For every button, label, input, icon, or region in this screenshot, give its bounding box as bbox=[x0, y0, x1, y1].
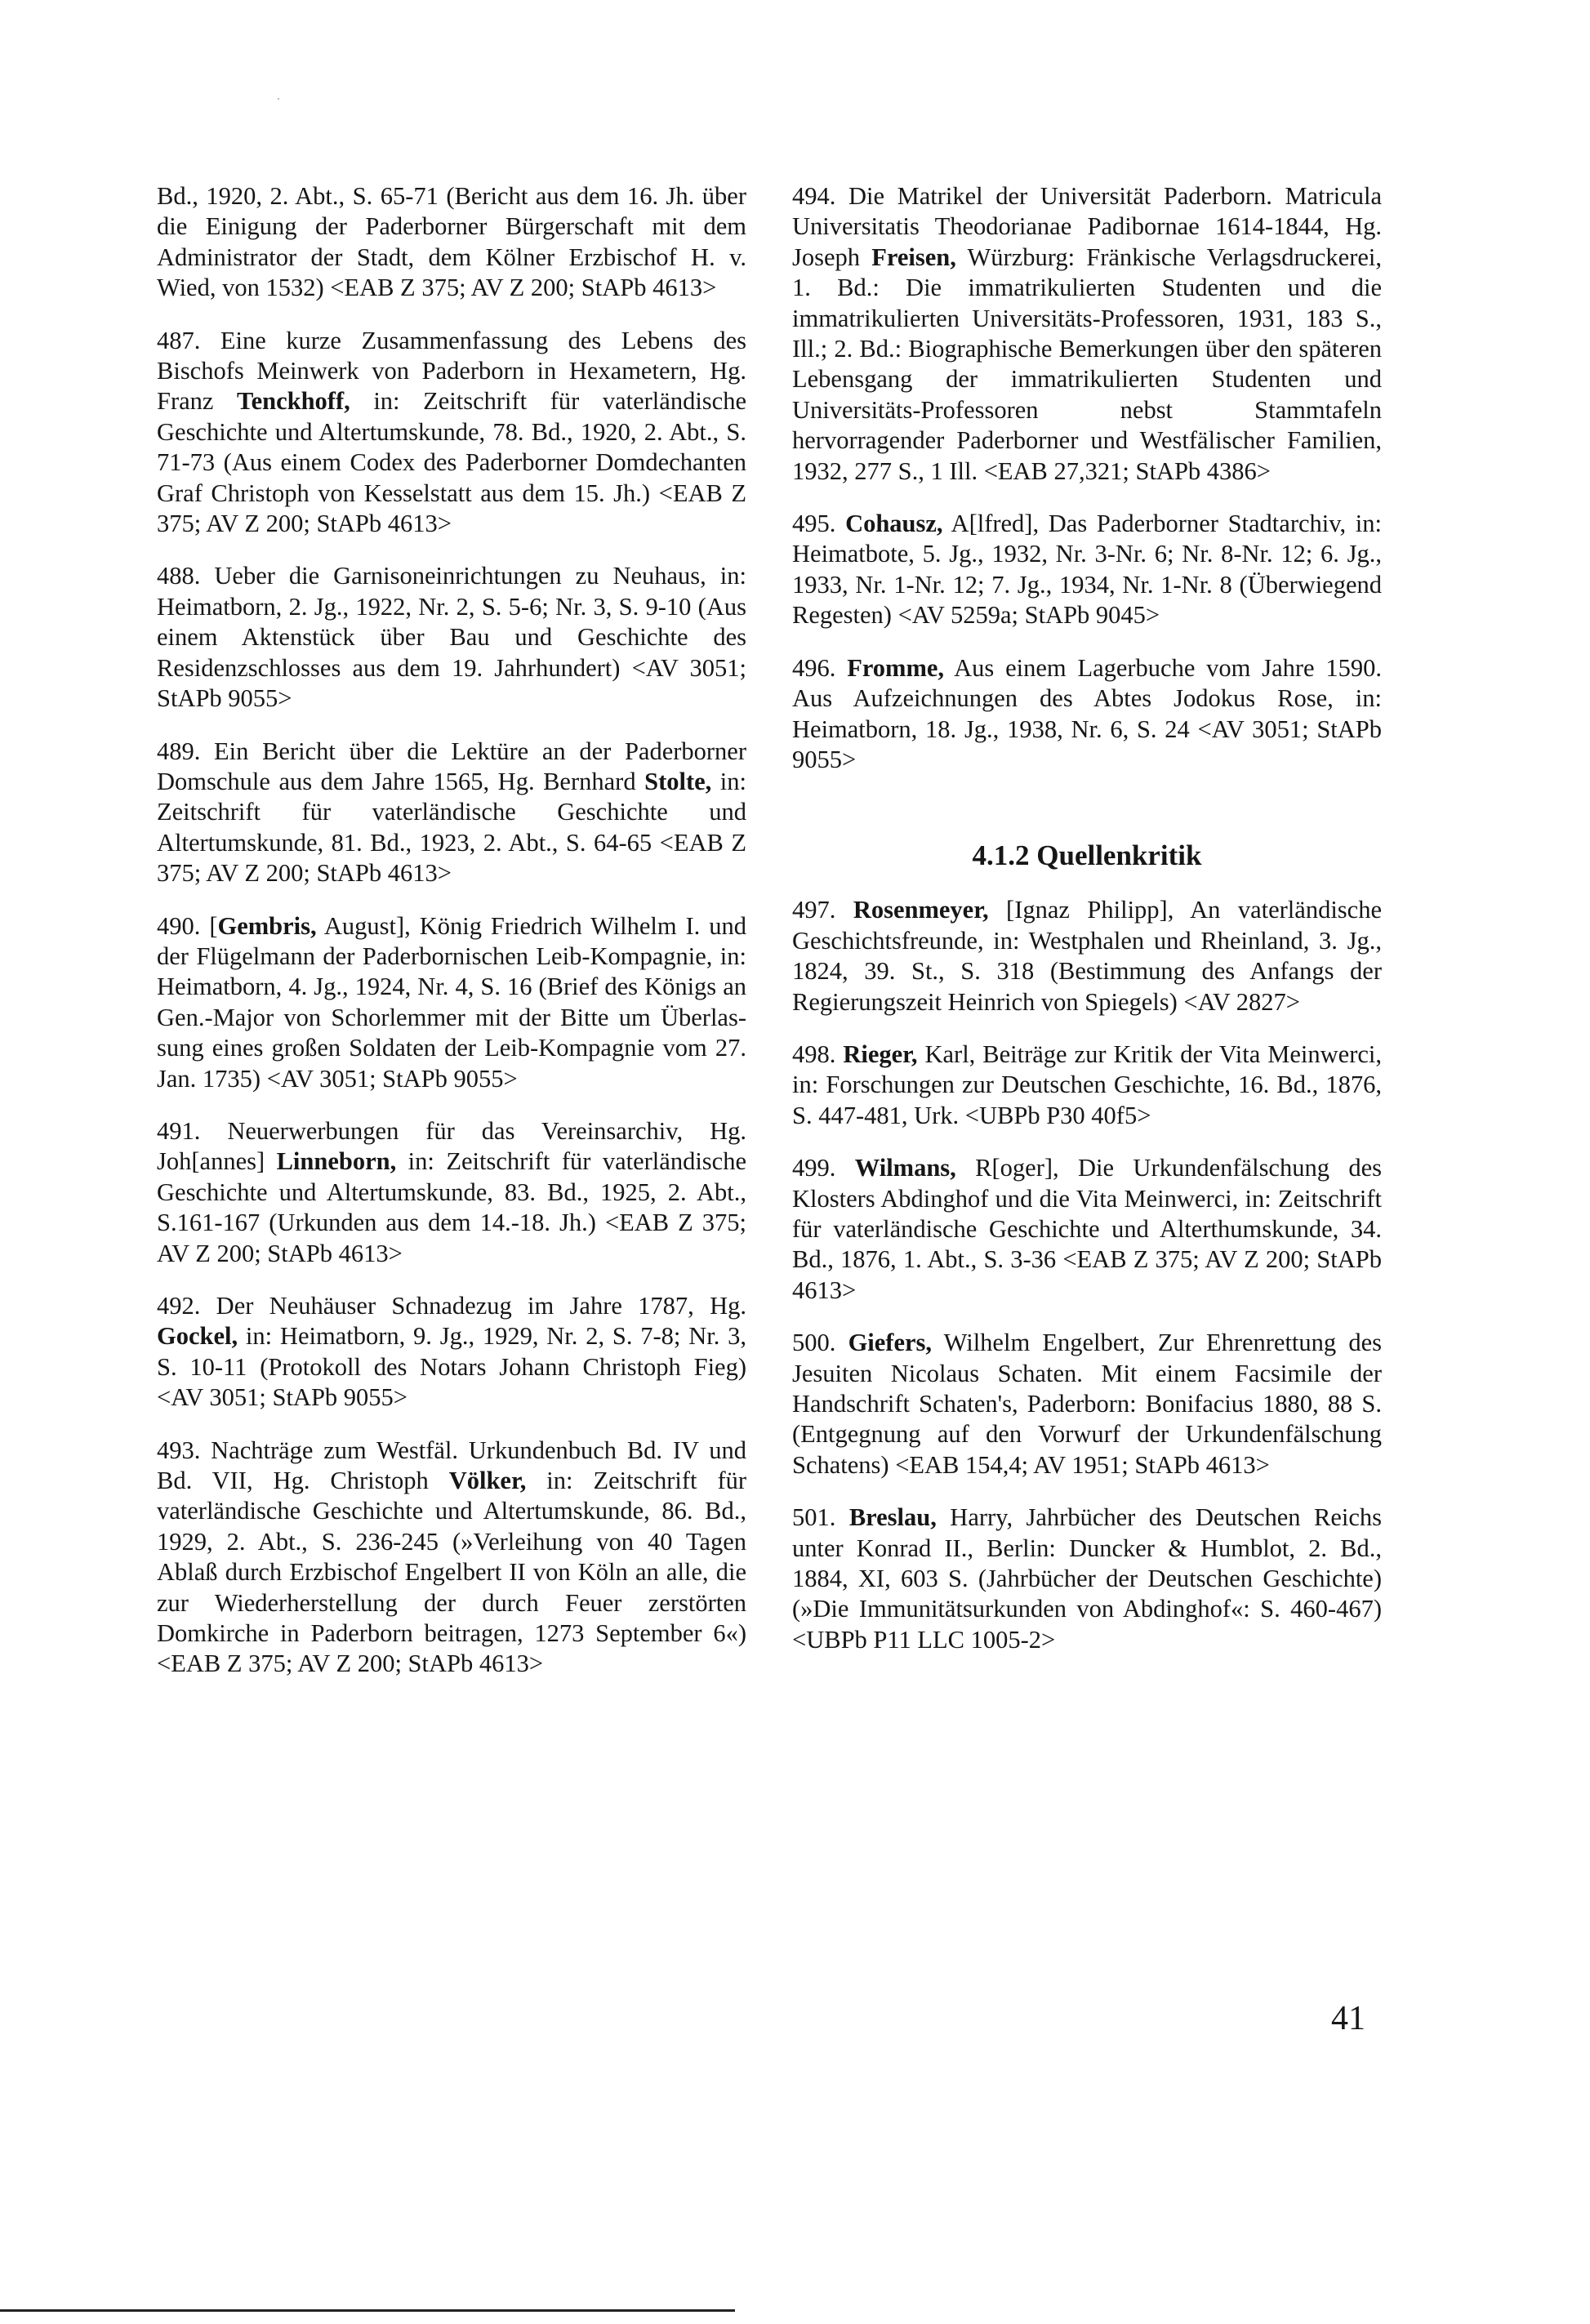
author-name: Breslau, bbox=[848, 1503, 937, 1532]
author-name: Cohausz, bbox=[845, 510, 943, 538]
entry-text: 499. bbox=[792, 1154, 855, 1182]
entry-text: 489. Ein Bericht über die Lektüre an der Paderborner Domschule aus dem Jahre 1565, Hg. Bernhard bbox=[157, 737, 746, 795]
bibliography-entry bbox=[792, 509, 1382, 631]
entry-text: 494. Die Matrikel der Universität Paderborn. Matricula Universitatis Theodorianae Padibornae 1614-1844, Hg. Joseph bbox=[792, 182, 1382, 271]
author-name: Stolte, bbox=[644, 767, 712, 795]
entry-text: August], König Friedrich Wilhelm I. und der Flügelmann der Paderbornischen Leib-Kompagnie, in: Heimatborn, 4. Jg., 1924, Nr. 4, S. 16 (Brief des Königs an Gen.-Major von Schorlemmer mit der Bitte um Überlassung eines großen Soldaten der Leib-Kompagnie vom 27. Jan. 1735) <AV 3051; StAPb 9055> bbox=[157, 911, 746, 1093]
entry-text: Aus einem Lagerbuche vom Jahre 1590. Aus Aufzeichnungen des Abtes Jodokus Rose, in: Heimatborn, 18. Jg., 1938, Nr. 6, S. 24 <AV 3051; StAPb 9055> bbox=[792, 653, 1383, 773]
bibliography-entry bbox=[157, 326, 746, 540]
bibliography-entry bbox=[792, 653, 1382, 776]
entry-text: 490. [ bbox=[157, 911, 218, 940]
entry-text: Würzburg: Fränkische Verlagsdruckerei, 1. Bd.: Die immatrikulierten Studenten und die immatrikulierten Universitäts-Professoren, 1931, 183 S., Ill.; 2. Bd.: Biographische Bemerkungen über den späteren Lebensgang der immatrikulierten Studenten und Universitäts-Professoren nebst Stammtafeln hervorragender Paderborner und Westfälischer Familien, 1932, 277 S., 1 Ill. <EAB 27,321; StAPb 4386> bbox=[792, 243, 1382, 485]
entry-text: R[oger], Die Urkundenfälschung des Klosters Abdinghof und die Vita Meinwerci, in: Zeitschrift für vaterländische Geschichte und Alterthumskunde, 34. Bd., 1876, 1. Abt., S. 3-36 <EAB Z 375; AV Z 200; StAPb 4613> bbox=[792, 1154, 1383, 1304]
entry-text: Wilhelm Engelbert, Zur Ehrenrettung des Jesuiten Nicolaus Schaten. Mit einem Facsimile der Handschrift Schaten's, Paderborn: Bonifacius 1880, 88 S. (Entgegnung auf den Vorwurf der Urkundenfälschung Schatens) <EAB 154,4; AV 1951; StAPb 4613> bbox=[792, 1329, 1382, 1479]
entry-text: in: Zeitschrift für vaterländische Geschichte und Altertumskunde, 86. Bd., 1929, 2. Abt., S. 236-245 (»Verleihung von 40 Tagen Ablaß durch Erzbischof Engelbert II von Köln an alle, die zur Wiederherstellung der durch Feuer zerstörten Domkirche in Paderborn beitragen, 1273 September 6«) <EAB Z 375; AV Z 200; StAPb 4613> bbox=[157, 1467, 747, 1678]
entry-text: 488. Ueber die Garnisoneinrichtungen zu Neuhaus, in: Heimatborn, 2. Jg., 1922, Nr. 2, S. 5-6; Nr. 3, S. 9-10 (Aus einem Aktenstück über Bau und Geschichte des Residenzschlosses aus dem 19. Jahrhundert) <AV 3051; StAPb 9055> bbox=[157, 562, 746, 713]
bibliography-entry bbox=[792, 1503, 1382, 1655]
left-column bbox=[157, 181, 746, 1702]
entry-text: 498. bbox=[792, 1040, 844, 1068]
author-name: Gembris, bbox=[217, 911, 317, 940]
bibliography-entry bbox=[157, 1436, 746, 1680]
author-name: Rosenmeyer, bbox=[853, 896, 989, 924]
entry-text: in: Zeitschrift für vaterländische Geschichte und Altertumskunde, 83. Bd., 1925, 2. Abt., S.161-167 (Urkunden aus dem 14.-18. Jh.) <EAB Z 375; AV Z 200; StAPb 4613> bbox=[157, 1147, 746, 1267]
entry-text: in: Zeitschrift für vaterländische Geschichte und Altertumskunde, 81. Bd., 1923, 2. Abt., S. 64-65 <EAB Z 375; AV Z 200; StAPb 4613> bbox=[157, 767, 747, 888]
entry-text: A[lfred], Das Paderborner Stadtarchiv, in: Heimatbote, 5. Jg., 1932, Nr. 3-Nr. 6; Nr. 8-Nr. 12; 6. Jg., 1933, Nr. 1-Nr. 12; 7. Jg., 1934, Nr. 1-Nr. 8 (Überwiegend Regesten) <AV 5259a; StAPb 9045> bbox=[792, 510, 1382, 630]
entry-text: Karl, Beiträge zur Kritik der Vita Meinwerci, in: Forschungen zur Deutschen Geschichte, 16. Bd., 1876, S. 447-481, Urk. <UBPb P30 40f5> bbox=[792, 1040, 1382, 1129]
page-number: 41 bbox=[1331, 2000, 1365, 2037]
author-name: Linneborn, bbox=[276, 1147, 397, 1176]
author-name: Fromme, bbox=[847, 653, 945, 682]
entry-text: 493. Nachträge zum Westfäl. Urkundenbuch Bd. IV und Bd. VII, Hg. Christoph bbox=[157, 1436, 746, 1495]
bibliography-entry bbox=[792, 1153, 1382, 1306]
entry-text: 501. bbox=[792, 1503, 849, 1532]
bibliography-entry bbox=[157, 911, 746, 1094]
entry-text: in: Heimatborn, 9. Jg., 1929, Nr. 2, S. 7-8; Nr. 3, S. 10-11 (Protokoll des Notars Johann Christoph Fieg) <AV 3051; StAPb 9055> bbox=[157, 1322, 746, 1412]
entry-text: 492. Der Neuhäuser Schnadezug im Jahre 1787, Hg. bbox=[157, 1292, 746, 1320]
bibliography-entry bbox=[157, 737, 746, 889]
author-name: Giefers, bbox=[848, 1329, 933, 1357]
entry-text: 491. Neuerwerbungen für das Vereinsarchiv, Hg. Joh[annes] bbox=[157, 1116, 746, 1176]
author-name: Freisen, bbox=[871, 243, 956, 271]
author-name: Tenckhoff, bbox=[237, 387, 350, 416]
right-entries-bottom bbox=[792, 895, 1382, 1655]
scan-speck bbox=[278, 98, 279, 100]
right-column bbox=[792, 181, 1382, 1677]
bibliography-entry bbox=[792, 181, 1382, 487]
bibliography-entry bbox=[792, 895, 1382, 1017]
author-name: Rieger, bbox=[843, 1040, 918, 1068]
entry-text: 495. bbox=[792, 510, 846, 538]
bibliography-entry bbox=[792, 1328, 1382, 1480]
entry-text: Harry, Jahrbücher des Deutschen Reichs unter Konrad II., Berlin: Duncker & Humblot, 2. Bd., 1884, XI, 603 S. (Jahrbücher der Deutschen Geschichte) (»Die Immunitätsurkunden von Abdinghof«: S. 460-467) <UBPb P11 LLC 1005-2> bbox=[792, 1503, 1383, 1654]
author-name: Gockel, bbox=[157, 1322, 238, 1351]
entry-text: in: Zeitschrift für vaterländische Geschichte und Altertumskunde, 78. Bd., 1920, 2. Abt., S. 71-73 (Aus einem Codex des Paderborner Domdechanten Graf Christoph von Kesselstatt aus dem 15. Jh.) <EAB Z 375; AV Z 200; StAPb 4613> bbox=[157, 387, 746, 538]
bibliography-entry bbox=[157, 1116, 746, 1269]
entry-text: Bd., 1920, 2. Abt., S. 65-71 (Bericht aus dem 16. Jh. über die Einigung der Paderborner Bürgerschaft mit dem Administrator der Stadt, dem Kölner Erzbischof H. v. Wied, von 1532) <EAB Z 375; AV Z 200; StAPb 4613> bbox=[157, 182, 746, 302]
entry-text: [Ignaz Philipp], An vaterländische Geschichtsfreunde, in: Westphalen und Rheinland, 3. Jg., 1824, 39. St., S. 318 (Bestimmung des Anfangs der Regierungszeit Heinrich von Spiegels) <AV 2827> bbox=[792, 896, 1382, 1016]
entry-text: 500. bbox=[792, 1329, 848, 1357]
author-name: Völker, bbox=[448, 1467, 527, 1495]
bibliography-entry bbox=[157, 561, 746, 714]
entry-text: 496. bbox=[792, 653, 848, 682]
section-heading: 4.1.2 Quellenkritik bbox=[972, 839, 1202, 872]
bibliography-entry bbox=[792, 1040, 1382, 1131]
bibliography-entry bbox=[157, 1291, 746, 1414]
entry-text: 487. Eine kurze Zusammenfassung des Lebens des Bischofs Meinwerk von Paderborn in Hexametern, Hg. Franz bbox=[157, 326, 746, 416]
right-entries-top bbox=[792, 181, 1382, 775]
scan-edge-line bbox=[0, 2309, 735, 2312]
author-name: Wilmans, bbox=[854, 1154, 956, 1182]
bibliography-entry bbox=[157, 181, 746, 304]
entry-text: 497. bbox=[792, 896, 853, 924]
